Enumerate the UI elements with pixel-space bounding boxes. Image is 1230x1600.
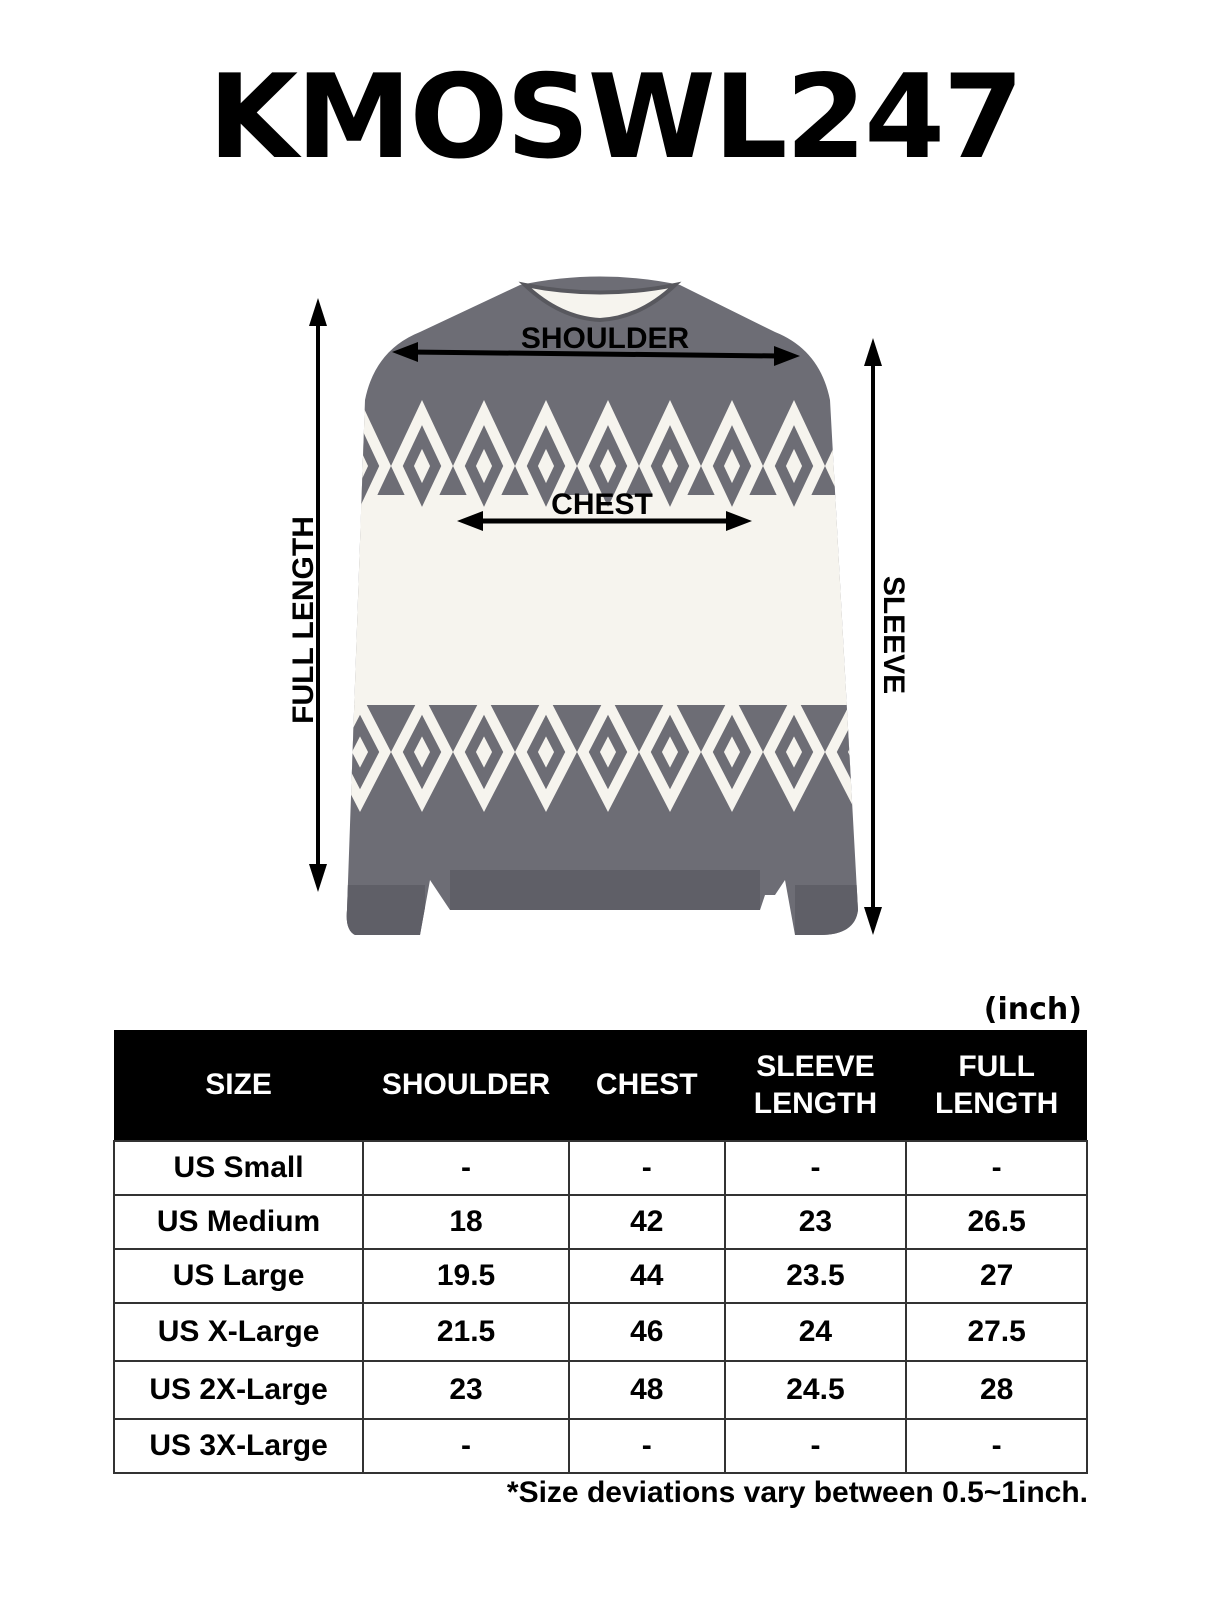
knit-diamond-dot bbox=[910, 449, 926, 483]
sweater-diagram bbox=[0, 260, 1230, 980]
measurement-cell: - bbox=[906, 1419, 1087, 1473]
measurement-cell: 48 bbox=[569, 1361, 725, 1419]
measurement-cell: 44 bbox=[569, 1249, 725, 1303]
table-row bbox=[114, 1141, 1087, 1195]
measurement-cell: 27 bbox=[906, 1249, 1087, 1303]
size-chart-table bbox=[113, 1030, 1088, 1474]
knit-diamond-inner bbox=[279, 425, 317, 507]
page-title: KMOSWL247 bbox=[208, 50, 1022, 185]
knit-diamond-dot bbox=[910, 736, 926, 767]
measurement-cell: - bbox=[363, 1419, 569, 1473]
header-text: SIZE bbox=[205, 1068, 272, 1102]
measurement-cell: 19.5 bbox=[363, 1249, 569, 1303]
table-row bbox=[114, 1195, 1087, 1249]
measurement-cell: 23 bbox=[725, 1195, 907, 1249]
knit-diamond-dot bbox=[290, 736, 306, 767]
measurement-cell: 24 bbox=[725, 1303, 907, 1361]
measurement-cell: 23 bbox=[363, 1361, 569, 1419]
header-text: FULL bbox=[958, 1049, 1035, 1083]
size-cell: US Large bbox=[114, 1249, 363, 1303]
knit-diamond bbox=[887, 400, 949, 532]
measurement-cell: - bbox=[569, 1141, 725, 1195]
shoulder-label: SHOULDER bbox=[520, 322, 690, 355]
header-full-length bbox=[906, 1030, 1087, 1141]
header-text: SHOULDER bbox=[381, 1068, 551, 1102]
measurement-cell: 27.5 bbox=[906, 1303, 1087, 1361]
measurement-cell: 24.5 bbox=[725, 1361, 907, 1419]
knit-diamond-inner bbox=[899, 425, 937, 507]
measurement-cell: 28 bbox=[906, 1361, 1087, 1419]
knit-diamond-dot bbox=[290, 449, 306, 483]
knit-diamond-dot bbox=[848, 736, 864, 767]
header-size bbox=[114, 1030, 363, 1141]
header-chest bbox=[569, 1030, 725, 1141]
knit-diamond-inner bbox=[837, 425, 875, 507]
table-row bbox=[114, 1249, 1087, 1303]
measurement-cell: - bbox=[569, 1419, 725, 1473]
measurement-cell: 26.5 bbox=[906, 1195, 1087, 1249]
size-cell: US Small bbox=[114, 1141, 363, 1195]
measurement-cell: - bbox=[363, 1141, 569, 1195]
sweater-illustration bbox=[267, 260, 949, 960]
measurement-cell: - bbox=[725, 1141, 907, 1195]
header-shoulder bbox=[363, 1030, 569, 1141]
chest-label: CHEST bbox=[551, 488, 653, 521]
knit-diamond-inner bbox=[279, 715, 317, 789]
table-header-row bbox=[114, 1030, 1087, 1141]
size-deviation-note: *Size deviations vary between 0.5~1inch. bbox=[506, 1476, 1088, 1509]
table-row bbox=[114, 1303, 1087, 1361]
measurement-cell: 42 bbox=[569, 1195, 725, 1249]
header-text: SLEEVE bbox=[756, 1049, 875, 1083]
size-cell: US X-Large bbox=[114, 1303, 363, 1361]
header-sleeve-length bbox=[725, 1030, 907, 1141]
header-text: CHEST bbox=[595, 1068, 698, 1102]
knit-diamond bbox=[887, 692, 949, 812]
measurement-cell: 21.5 bbox=[363, 1303, 569, 1361]
table-row bbox=[114, 1419, 1087, 1473]
knit-diamond-inner bbox=[899, 715, 937, 789]
header-text: LENGTH bbox=[753, 1087, 878, 1120]
size-cell: US 3X-Large bbox=[114, 1419, 363, 1473]
measurement-cell: - bbox=[725, 1419, 907, 1473]
size-cell: US Medium bbox=[114, 1195, 363, 1249]
measurement-cell: - bbox=[906, 1141, 1087, 1195]
knit-diamond-dot bbox=[848, 449, 864, 483]
table-row bbox=[114, 1361, 1087, 1419]
sleeve-label: SLEEVE bbox=[877, 575, 910, 695]
unit-label: (inch) bbox=[983, 992, 1082, 1027]
header-text: LENGTH bbox=[934, 1087, 1059, 1120]
size-cell: US 2X-Large bbox=[114, 1361, 363, 1419]
measurement-cell: 18 bbox=[363, 1195, 569, 1249]
measurement-cell: 23.5 bbox=[725, 1249, 907, 1303]
measurement-cell: 46 bbox=[569, 1303, 725, 1361]
full-length-label: FULL LENGTH bbox=[287, 516, 320, 724]
